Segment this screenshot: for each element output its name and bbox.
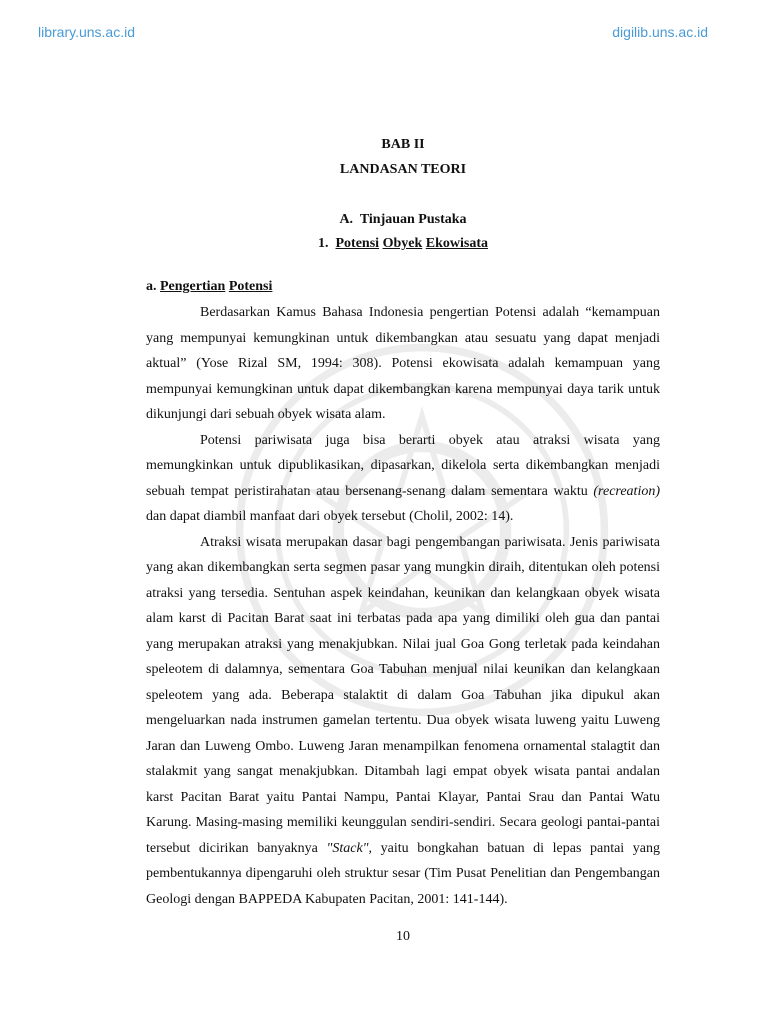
paragraph-2-text-b: dan dapat diambil manfaat dari obyek tersebut (Cholil, 2002: 14). [146, 509, 514, 524]
section-label: A. [339, 212, 354, 227]
paragraph-2 [146, 428, 660, 530]
subheading-word-1: Pengertian [160, 279, 226, 294]
subsection-word-1: Potensi [335, 236, 380, 251]
chapter-title: LANDASAN TEORI [339, 162, 467, 177]
chapter-number: BAB II [381, 137, 425, 152]
paragraph-2-italic: (recreation) [593, 483, 660, 499]
subheading-word-2: Potensi [228, 279, 273, 294]
paragraph-2-text-a: Potensi pariwisata juga bisa berarti obyek atau atraksi wisata yang memungkinkan untuk dipublikasikan, dipasarkan, dikelola serta dikembangkan menjadi sebuah tempat peristirahatan atau bersenang-senang dalam sementara waktu [146, 432, 660, 499]
subheading [146, 279, 272, 295]
body-text [146, 300, 660, 912]
subsection-label: 1. [318, 236, 329, 251]
subsection-word-3: Ekowisata [425, 236, 488, 251]
header-right-url: digilib.uns.ac.id [612, 24, 708, 40]
paragraph-3 [146, 530, 660, 913]
section-title: Tinjauan Pustaka [359, 212, 467, 227]
section-heading [0, 212, 768, 228]
subsection-word-2: Obyek [382, 236, 423, 251]
header-left-url: library.uns.ac.id [38, 24, 136, 40]
page-number: 10 [396, 929, 410, 944]
paragraph-3-text-a: Atraksi wisata merupakan dasar bagi pengembangan pariwisata. Jenis pariwisata yang akan dikembangkan serta segmen pasar yang mungkin diraih, ditentukan oleh potensi atraksi yang tersedia. Sentuhan aspek keindahan, keunikan dan kelangkaan obyek wisata alam karst di Pacitan Barat saat ini terbatas pada apa yang dimiliki oleh gua dan pantai yang merupakan atraksi yang menakjubkan. Nilai jual Goa Gong terletak pada keindahan speleotem di dalamnya, sementara Goa Tabuhan menjual nilai keunikan dan kelangkaan speleotem yang ada. Beberapa stalaktit di dalam Goa Tabuhan jika dipukul akan mengeluarkan nada instrumen gamelan tertentu. Dua obyek wisata luweng yaitu Luweng Jaran dan Luweng Ombo. Luweng Jaran menampilkan fenomena ornamental stalagtit dan stalakmit yang sangat menakjubkan. Ditambah lagi empat obyek wisata pantai andalan karst Pacitan Barat yaitu Pantai Nampu, Pantai Klayar, Pantai Srau dan Pantai Watu Karung. Masing-masing memiliki keunggulan sendiri-sendiri. Secara geologi pantai-pantai tersebut dicirikan banyaknya [146, 534, 660, 856]
paragraph-3-italic: "Stack", [326, 840, 373, 856]
subheading-label: a. [146, 279, 157, 294]
paragraph-1: Berdasarkan Kamus Bahasa Indonesia pengertian Potensi adalah “kemampuan yang mempunyai kemungkinan untuk dikembangkan atau sesuatu yang dapat menjadi aktual” (Yose Rizal SM, 1994: 308). Potensi ekowisata adalah kemampuan yang mempunyai kemungkinan untuk dapat dikembangkan karena mempunyai daya tarik untuk dikunjungi dari sebuah obyek wisata alam. [146, 305, 660, 422]
subsection-heading [0, 236, 768, 252]
paragraph-3-text-b: yaitu bongkahan batuan di lepas pantai yang pembentukannya dipengaruhi oleh struktur sesar (Tim Pusat Penelitian dan Pengembangan Geologi dengan BAPPEDA Kabupaten Pacitan, 2001: 141-144). [146, 840, 660, 907]
